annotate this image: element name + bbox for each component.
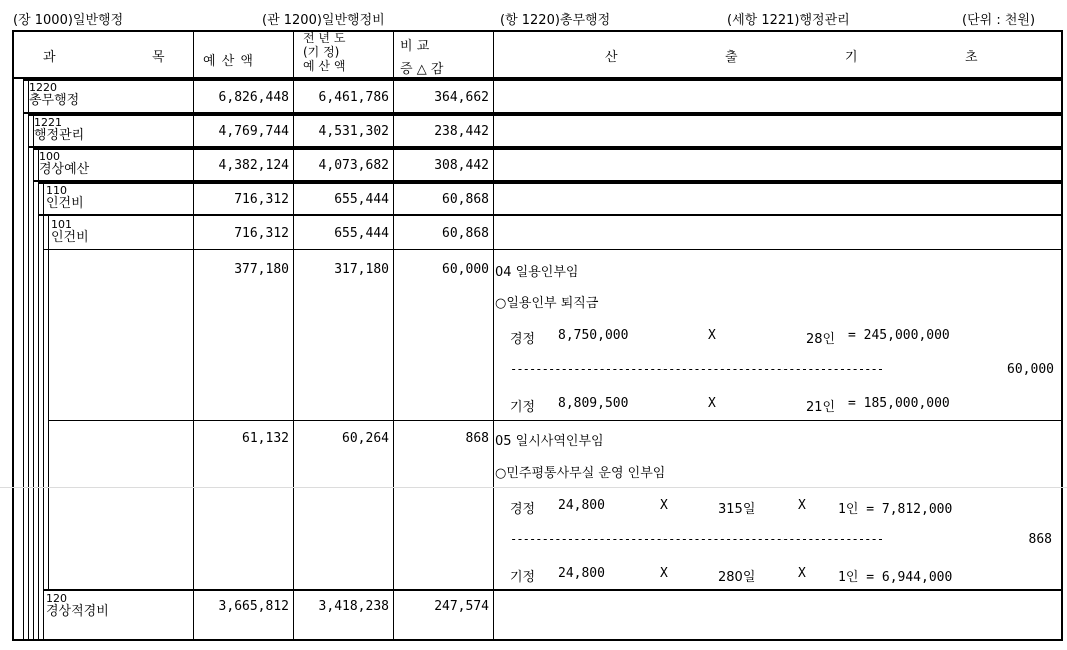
detail2-budget: 61,132 bbox=[242, 431, 289, 446]
col-prev-1: 전 년 도 bbox=[303, 31, 346, 45]
row-101-bottom bbox=[43, 249, 1062, 250]
level-line-6 bbox=[48, 216, 49, 590]
level-line-3 bbox=[33, 114, 34, 641]
row-110-bottom bbox=[38, 214, 1062, 216]
row-120-diff: 247,574 bbox=[434, 599, 489, 614]
row-110-diff: 60,868 bbox=[442, 192, 489, 207]
col-subject-b: 목 bbox=[152, 50, 165, 65]
detail1-diff: 60,000 bbox=[442, 262, 489, 277]
detail2-total: 868 bbox=[1028, 532, 1052, 547]
row-101-prev: 655,444 bbox=[334, 226, 389, 241]
col-divider-prev bbox=[393, 30, 394, 641]
level-line-2 bbox=[28, 79, 29, 641]
col-budget: 예 산 액 bbox=[203, 54, 254, 69]
detail1-c2-label: 기정 bbox=[510, 400, 536, 415]
item-label: (항 1220)총무행정 bbox=[500, 13, 611, 28]
chapter-label: (장 1000)일반행정 bbox=[13, 13, 124, 28]
row-100-diff: 308,442 bbox=[434, 158, 489, 173]
detail1-c2-count: 21인 bbox=[806, 400, 836, 415]
row-110-name: 인건비 bbox=[46, 196, 84, 211]
detail2-c2-days: 280일 bbox=[718, 570, 756, 585]
section-label: (관 1200)일반행정비 bbox=[262, 13, 385, 28]
row-110-budget: 716,312 bbox=[234, 192, 289, 207]
row-100-prev: 4,073,682 bbox=[318, 158, 389, 173]
row-1220-diff: 364,662 bbox=[434, 90, 489, 105]
row-120-prev: 3,418,238 bbox=[318, 599, 389, 614]
detail2-c2-amount: 24,800 bbox=[558, 566, 605, 581]
row-120-name: 경상적경비 bbox=[46, 604, 109, 619]
col-prev-2: (기 정) bbox=[303, 45, 340, 59]
col-basis-3: 기 bbox=[845, 50, 858, 65]
table-left-border bbox=[12, 30, 14, 641]
row-100-name: 경상예산 bbox=[39, 162, 90, 177]
row-120-budget: 3,665,812 bbox=[218, 599, 289, 614]
detail1-c1-count: 28인 bbox=[806, 332, 836, 347]
detail1-total: 60,000 bbox=[1007, 362, 1054, 377]
detail2-c1-multiply: X bbox=[660, 498, 668, 513]
detail1-title: 04 일용인부임 bbox=[495, 265, 579, 280]
table-right-border bbox=[1061, 30, 1063, 641]
detail1-c1-amount: 8,750,000 bbox=[558, 328, 629, 343]
col-diff-2: 증 △ 감 bbox=[400, 62, 444, 77]
row-1220-budget: 6,826,448 bbox=[218, 90, 289, 105]
table-bottom-border bbox=[12, 639, 1062, 641]
row-101-code: 101 bbox=[51, 218, 72, 231]
col-basis-4: 초 bbox=[965, 50, 978, 65]
row-100-top bbox=[33, 148, 1062, 150]
detail1-prev: 317,180 bbox=[334, 262, 389, 277]
page-break-line bbox=[0, 487, 1067, 488]
level-line-1 bbox=[23, 79, 24, 641]
detail2-c2-multiply2: X bbox=[798, 566, 806, 581]
level-line-5 bbox=[43, 182, 44, 641]
row-101-name: 인건비 bbox=[51, 230, 89, 245]
row-101-budget: 716,312 bbox=[234, 226, 289, 241]
detail2-diff: 868 bbox=[465, 431, 489, 446]
detail1-c1-multiply: X bbox=[708, 328, 716, 343]
detail2-separator: ----------------------------------------------------------- bbox=[510, 532, 884, 546]
detail2-item: ○민주평통사무실 운영 인부임 bbox=[495, 466, 666, 481]
row-110-prev: 655,444 bbox=[334, 192, 389, 207]
col-divider-subject bbox=[193, 30, 194, 641]
row-1221-top bbox=[28, 114, 1062, 116]
col-subject-a: 과 bbox=[43, 50, 56, 65]
detail1-separator: ----------------------------------------------------------- bbox=[510, 362, 884, 376]
row-1220-code: 1220 bbox=[29, 81, 57, 94]
row-120-code: 120 bbox=[46, 592, 67, 605]
detail1-item: ○일용인부 퇴직금 bbox=[495, 296, 599, 311]
row-1221-code: 1221 bbox=[34, 116, 62, 129]
col-prev-3: 예 산 액 bbox=[303, 59, 346, 73]
col-basis-1: 산 bbox=[605, 50, 618, 65]
detail1-c2-multiply: X bbox=[708, 396, 716, 411]
row-110-code: 110 bbox=[46, 184, 67, 197]
subitem-label: (세항 1221)행정관리 bbox=[727, 13, 850, 28]
col-divider-budget bbox=[293, 30, 294, 641]
detail2-c1-multiply2: X bbox=[798, 498, 806, 513]
row-110-top bbox=[38, 182, 1062, 184]
detail1-c2-result: = 185,000,000 bbox=[848, 396, 950, 411]
row-1221-name: 행정관리 bbox=[34, 128, 85, 143]
row-1220-prev: 6,461,786 bbox=[318, 90, 389, 105]
col-divider-diff bbox=[493, 30, 494, 641]
detail2-c1-label: 경정 bbox=[510, 502, 536, 517]
table-top-border bbox=[12, 30, 1062, 32]
detail2-c1-amount: 24,800 bbox=[558, 498, 605, 513]
level-line-4 bbox=[38, 148, 39, 641]
row-1221-prev: 4,531,302 bbox=[318, 124, 389, 139]
detail1-c2-amount: 8,809,500 bbox=[558, 396, 629, 411]
row-120-top bbox=[43, 589, 1062, 591]
col-basis-2: 출 bbox=[725, 50, 738, 65]
detail2-prev: 60,264 bbox=[342, 431, 389, 446]
row-1220-name: 총무행정 bbox=[29, 93, 80, 108]
row-1221-budget: 4,769,744 bbox=[218, 124, 289, 139]
detail1-c1-result: = 245,000,000 bbox=[848, 328, 950, 343]
row-101-diff: 60,868 bbox=[442, 226, 489, 241]
unit-label: (단위 : 천원) bbox=[962, 13, 1036, 28]
detail2-c2-label: 기정 bbox=[510, 570, 536, 585]
detail2-c2-result: 1인 = 6,944,000 bbox=[838, 570, 953, 585]
detail2-title: 05 일시사역인부임 bbox=[495, 434, 604, 449]
detail2-c2-multiply: X bbox=[660, 566, 668, 581]
detail2-c1-days: 315일 bbox=[718, 502, 756, 517]
row-100-code: 100 bbox=[39, 150, 60, 163]
detail1-bottom bbox=[48, 420, 1062, 421]
row-1220-top bbox=[23, 79, 1062, 81]
detail2-c1-result: 1인 = 7,812,000 bbox=[838, 502, 953, 517]
col-diff-1: 비 교 bbox=[400, 39, 430, 54]
detail1-budget: 377,180 bbox=[234, 262, 289, 277]
row-1221-diff: 238,442 bbox=[434, 124, 489, 139]
row-100-budget: 4,382,124 bbox=[218, 158, 289, 173]
detail1-c1-label: 경정 bbox=[510, 332, 536, 347]
